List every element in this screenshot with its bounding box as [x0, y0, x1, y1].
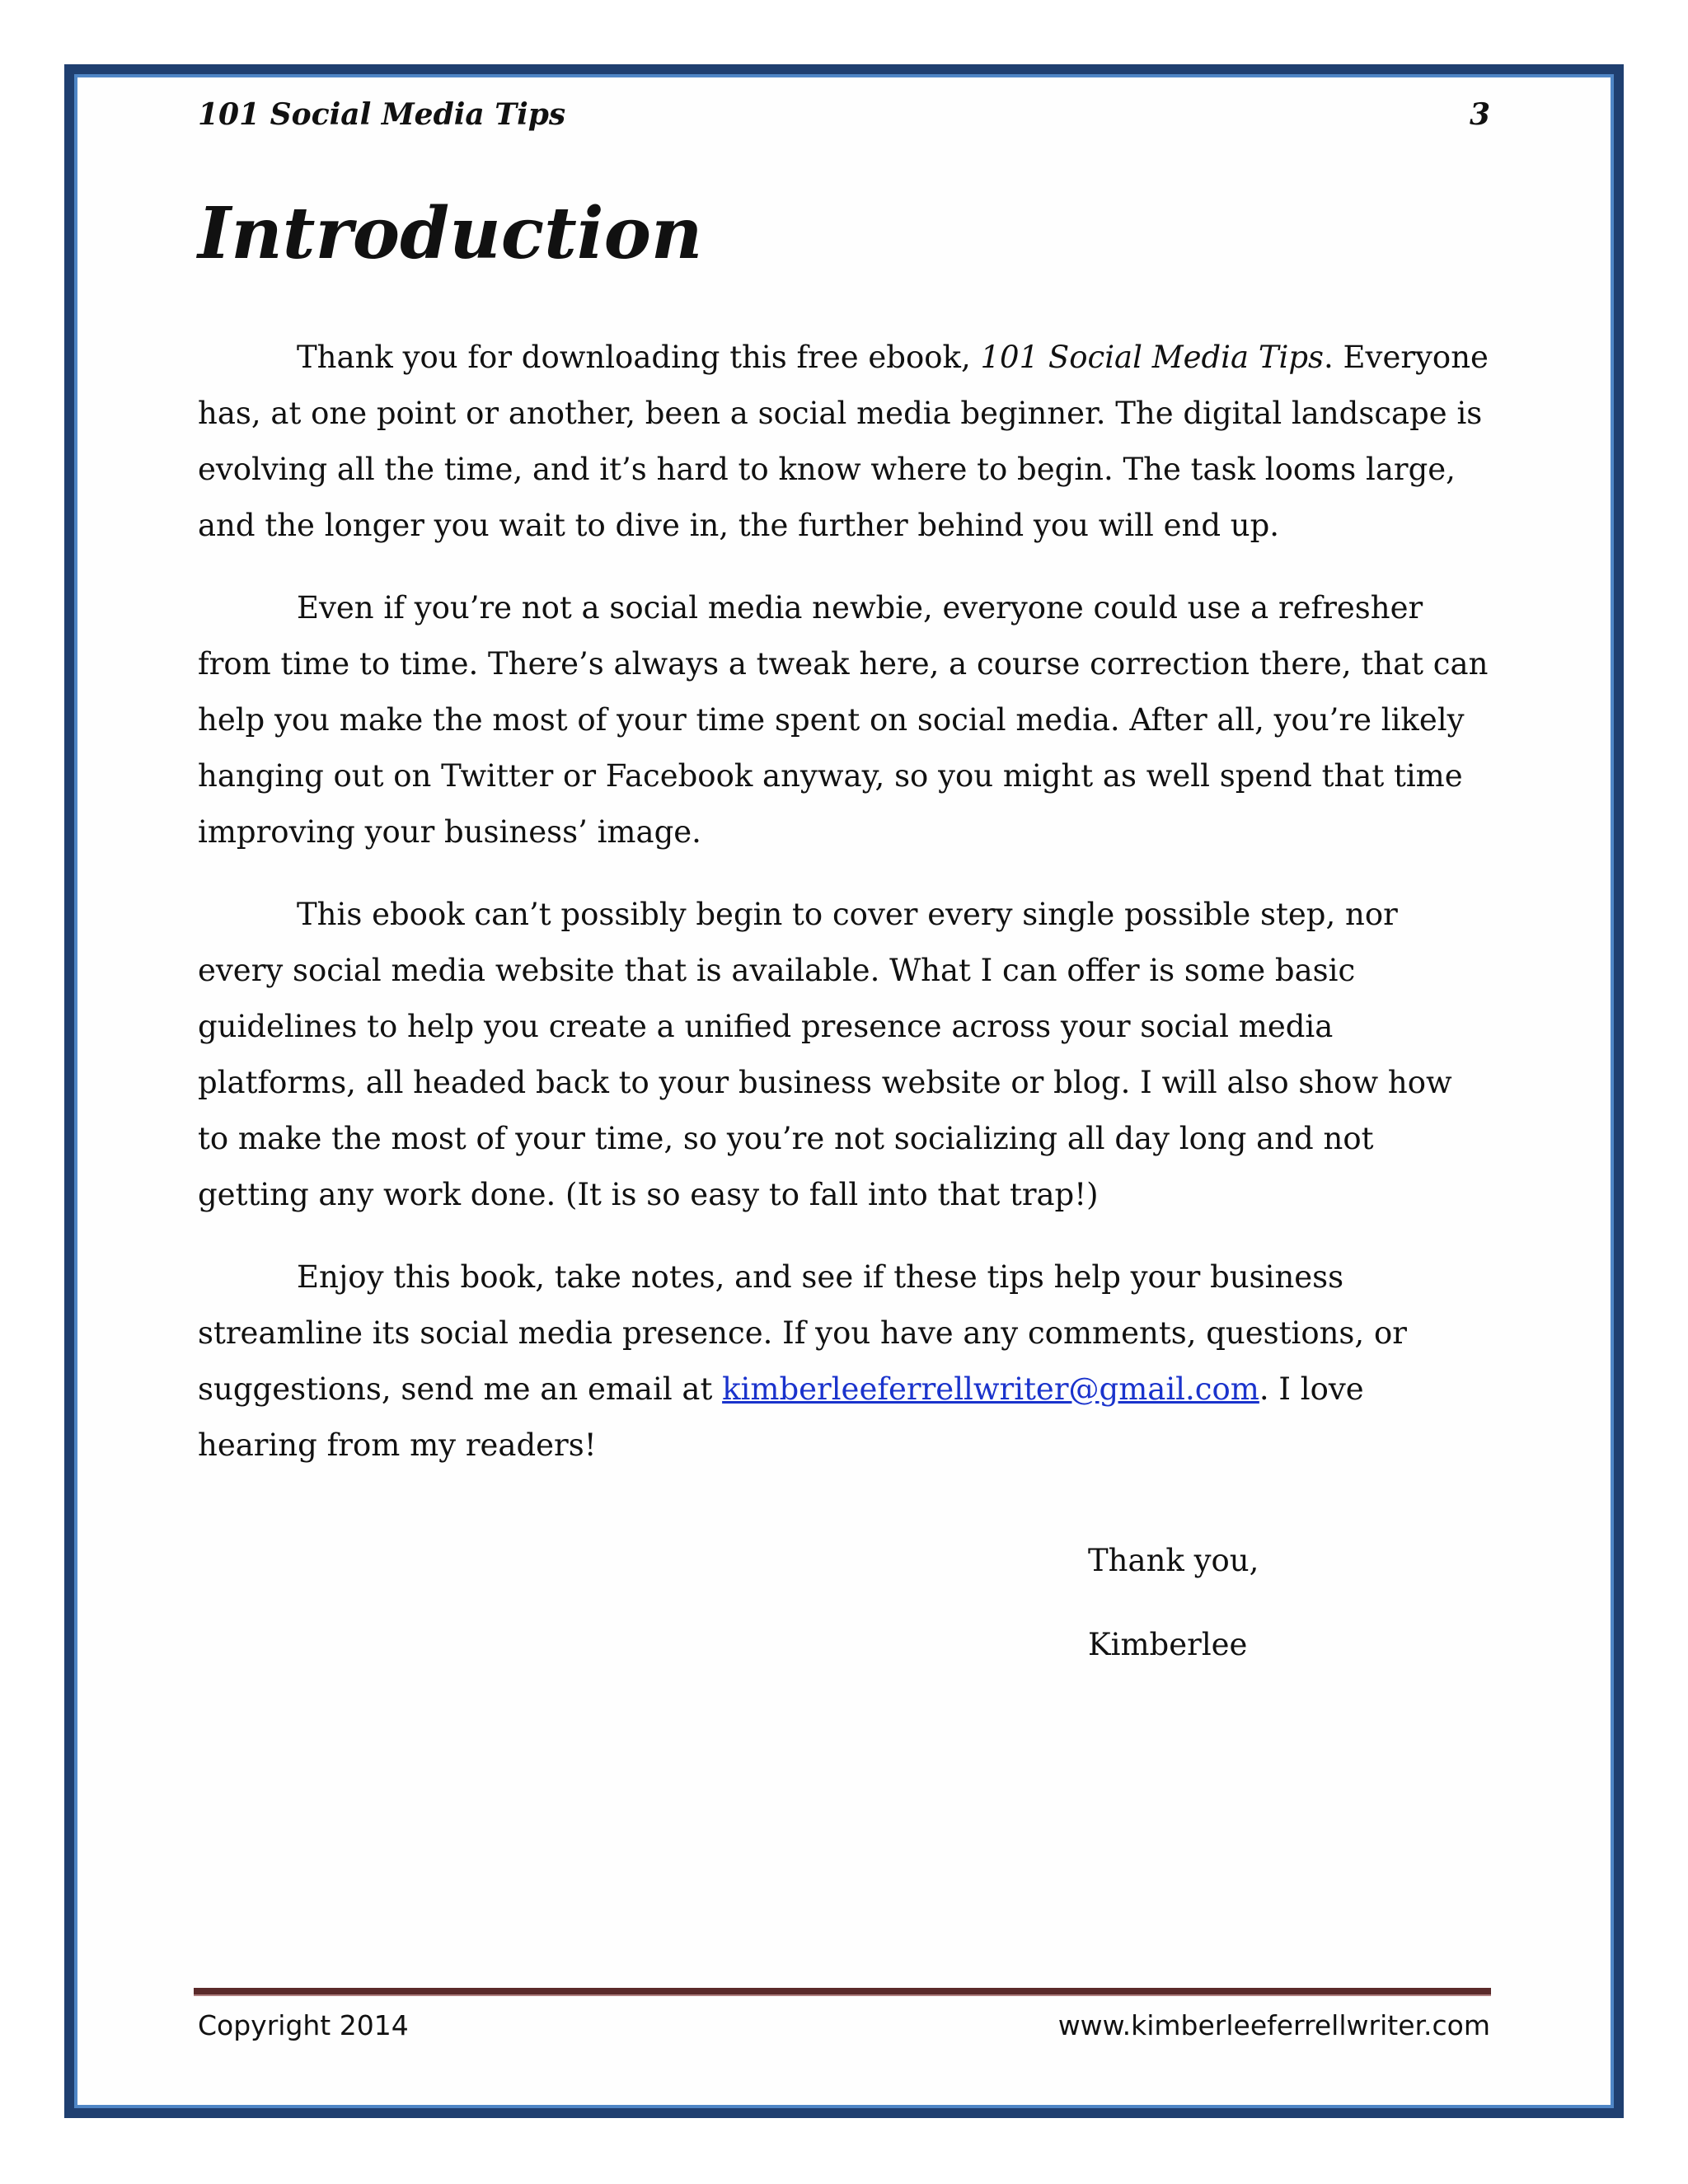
paragraph-2: Even if you’re not a social media newbie, everyone could use a refresher from time to time. There’s always a tweak here, a course correction there, that can help you make the most of your time spent on social media. After all, you’re likely hanging out on Twitter or Facebook anyway, so you might as well spend that time improving your business’ image. [198, 590, 1489, 850]
paragraph-4 [198, 1249, 1490, 1474]
body-text [198, 330, 1490, 1500]
author-name: Kimberlee [1088, 1627, 1248, 1662]
email-link[interactable]: kimberleeferrellwriter@gmail.com [722, 1371, 1259, 1407]
page-heading: Introduction [198, 192, 703, 275]
paragraph-3: This ebook can’t possibly begin to cover every single possible step, nor every social media website that is available. What I can offer is some basic guidelines to help you create a unified presence across your social media platforms, all headed back to your business website or blog. I will also show how to make the most of your time, so you’re not socializing all day long and not getting any work done. (It is so easy to fall into that trap!) [198, 897, 1452, 1212]
footer-rule [194, 1988, 1491, 1996]
paragraph-1 [198, 330, 1490, 554]
book-title: 101 Social Media Tips [980, 340, 1325, 375]
paragraph-1-start: Thank you for downloading this free ebook, [297, 340, 981, 375]
paragraph-1-end: . Everyone has, at one point or another, been a social media beginner. The digital landscape is evolving all the time, and it’s hard to know where to begin. The task looms large, and the longer you wait to dive in, the further behind you will end up. [198, 340, 1489, 543]
paragraph-4-start: Enjoy this book, take notes, and see if these tips help your business streamline its social media presence. If you have any comments, questions, or suggestions, send me an email at [198, 1259, 1407, 1407]
footer-website: www.kimberleeferrellwriter.com [1057, 2009, 1490, 2041]
page-number: 3 [1469, 97, 1490, 132]
signoff [1088, 1533, 1259, 1701]
closing-text: Thank you, [1088, 1543, 1259, 1578]
footer-copyright: Copyright 2014 [198, 2009, 409, 2041]
paragraph-4-end: . I love hearing from my readers! [198, 1371, 1364, 1463]
running-header-title: 101 Social Media Tips [198, 97, 566, 132]
